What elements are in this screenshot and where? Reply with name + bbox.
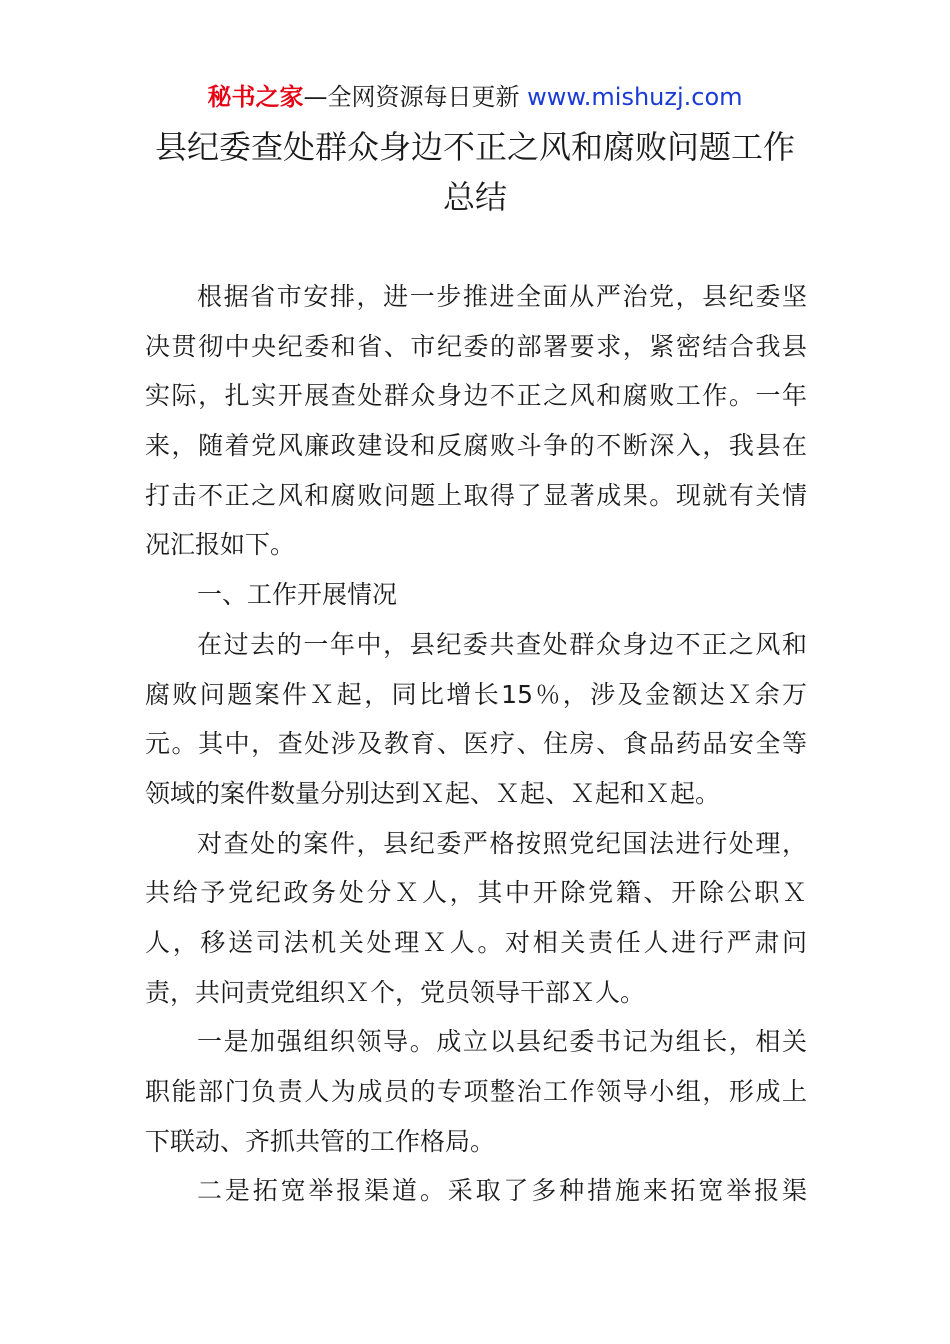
body-line: 来，随着党风廉政建设和反腐败斗争的不断深入，我县在 (145, 431, 807, 461)
document-body (145, 272, 807, 1216)
site-tagline: —全网资源每日更新 (303, 83, 528, 111)
body-line: 况汇报如下。 (145, 530, 296, 560)
section-heading: 一、工作开展情况 (197, 580, 398, 610)
body-line: 决贯彻中央纪委和省、市纪委的部署要求，紧密结合我县 (145, 331, 807, 361)
body-line: 实际，扎实开展查处群众身边不正之风和腐败工作。一年 (145, 381, 807, 411)
body-line: 在过去的一年中，县纪委共查处群众身边不正之风和 (197, 629, 807, 659)
body-line: 职能部门负责人为成员的专项整治工作领导小组，形成上 (145, 1077, 807, 1106)
body-line: 元。其中，查处涉及教育、医疗、住房、食品药品安全等 (145, 729, 807, 759)
body-line: 二是拓宽举报渠道。采取了多种措施来拓宽举报渠 (197, 1176, 807, 1206)
document-title-line-1: 县纪委查处群众身边不正之风和腐败问题工作 (154, 128, 795, 166)
body-line: 对查处的案件，县纪委严格按照党纪国法进行处理， (197, 828, 807, 858)
body-line: 责，共问责党组织Ｘ个，党员领导干部Ｘ人。 (145, 977, 646, 1007)
site-url[interactable]: www.mishuzj.com (527, 83, 743, 111)
body-line: 一是加强组织领导。成立以县纪委书记为组长，相关 (197, 1027, 807, 1057)
body-line: 下联动、齐抓共管的工作格局。 (145, 1126, 496, 1156)
body-line: 共给予党纪政务处分Ｘ人，其中开除党籍、开除公职Ｘ (145, 878, 807, 908)
body-line: 人，移送司法机关处理Ｘ人。对相关责任人进行严肃问 (145, 927, 807, 957)
body-line: 打击不正之风和腐败问题上取得了显著成果。现就有关情 (145, 480, 807, 510)
document-title-line-2: 总结 (442, 178, 507, 216)
site-banner (0, 82, 950, 112)
site-brand: 秘书之家 (207, 83, 304, 111)
body-line: 腐败问题案件Ｘ起，同比增长15％，涉及金额达Ｘ余万 (145, 679, 807, 709)
body-line: 领域的案件数量分别达到Ｘ起、Ｘ起、Ｘ起和Ｘ起。 (145, 778, 721, 808)
body-line: 根据省市安排，进一步推进全面从严治党，县纪委坚 (197, 282, 807, 311)
